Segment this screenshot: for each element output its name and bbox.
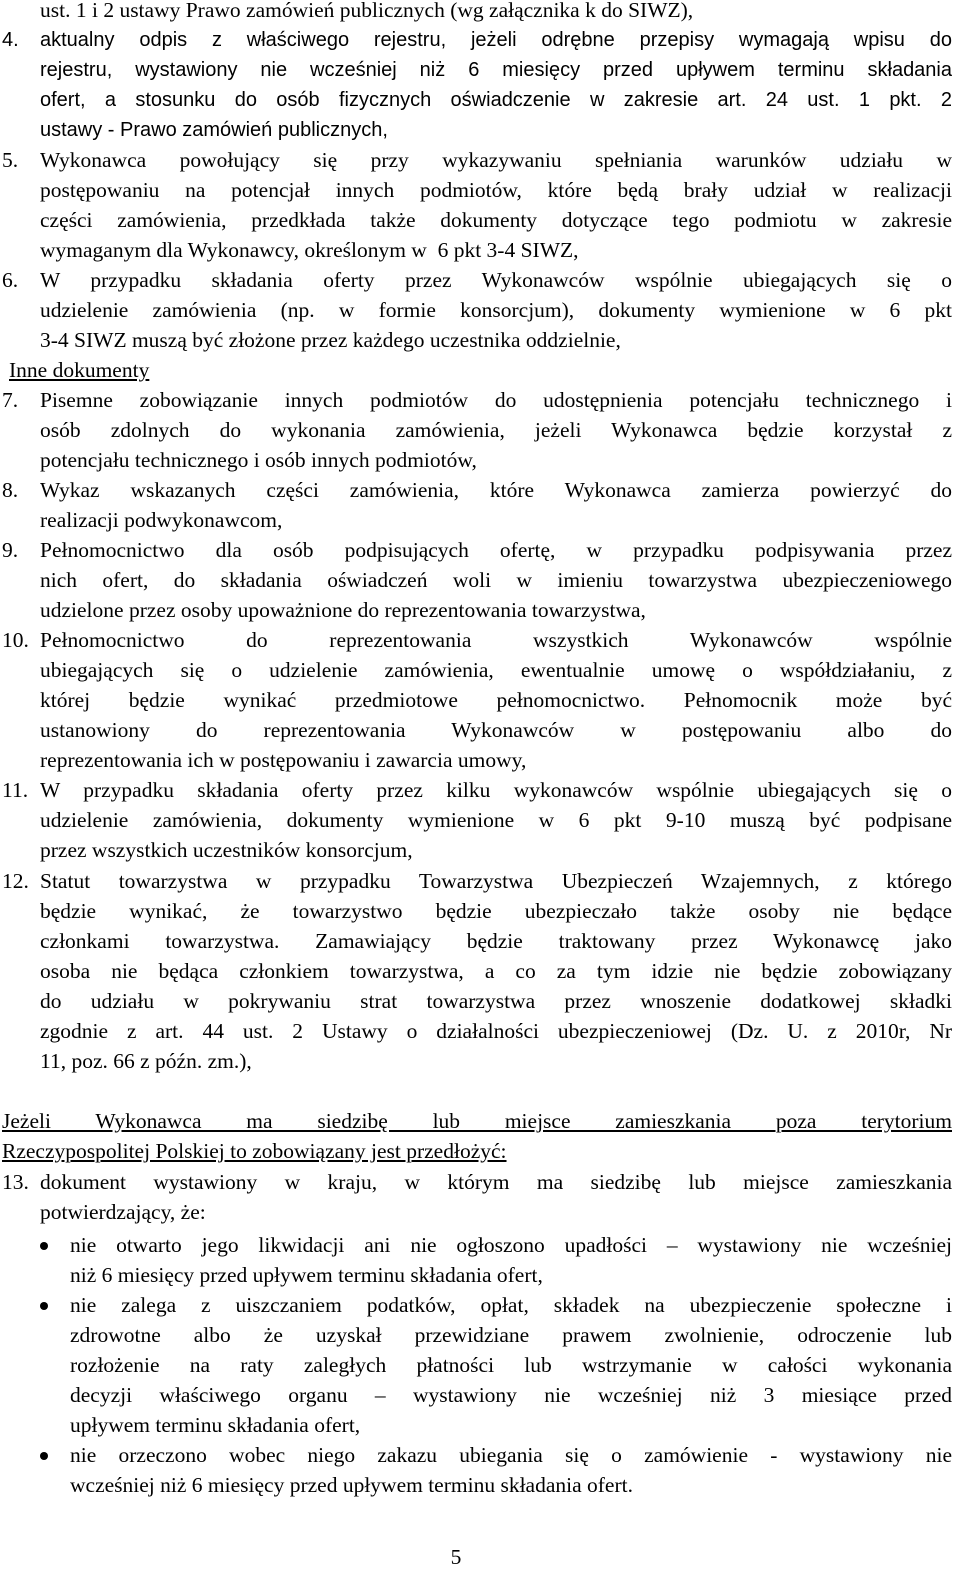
item-11-number: 11. [2, 778, 29, 802]
item-9-line-3: udzielone przez osoby upoważnione do reprezentowania towarzystwa, [40, 598, 646, 622]
bullet-3-line-1: nie orzeczono wobec niego zakazu ubiegania się o zamówienie - wystawiony nie [70, 1443, 952, 1467]
bullet-2-line-2: zdrowotne albo że uzyskał przewidziane prawem zwolnienie, odroczenie lub [70, 1323, 952, 1347]
item-5-number: 5. [2, 148, 19, 172]
item-6-line-1: W przypadku składania oferty przez Wykonawców wspólnie ubiegających się o [40, 268, 952, 292]
item-7-line-3: potencjału technicznego i osób innych podmiotów, [40, 448, 477, 472]
item-12-line-2: będzie wynikać, że towarzystwo będzie ubezpieczało także osoby nie będące [40, 899, 952, 923]
item-8-line-2: realizacji podwykonawcom, [40, 508, 283, 532]
item-4-number: 4. [2, 29, 19, 51]
item-10-line-1: Pełnomocnictwo do reprezentowania wszystkich Wykonawców wspólnie [40, 628, 952, 652]
bullet-icon [40, 1452, 48, 1460]
item-4-line-3: ofert, a stosunku do osób fizycznych oświadczenie w zakresie art. 24 ust. 1 pkt. 2 [40, 89, 952, 111]
item-13-line-1: dokument wystawiony w kraju, w którym ma siedzibę lub miejsce zamieszkania [40, 1170, 952, 1194]
item-5-line-1: Wykonawca powołujący się przy wykazywaniu spełniania warunków udziału w [40, 148, 952, 172]
item-13-number: 13. [2, 1170, 29, 1194]
bullet-icon [40, 1242, 48, 1250]
item-12-line-3: członkami towarzystwa. Zamawiający będzie traktowany przez Wykonawcę jako [40, 929, 952, 953]
item-12-line-6: zgodnie z art. 44 ust. 2 Ustawy o działalności ubezpieczeniowej (Dz. U. z 2010r, Nr [40, 1019, 952, 1043]
page-number: 5 [450, 1545, 462, 1569]
item-12-number: 12. [2, 869, 29, 893]
item-10-number: 10. [2, 628, 29, 652]
item-12-line-5: do udziału w pokrywaniu strat towarzystwa przez wnoszenie dodatkowej składki [40, 989, 952, 1013]
bullet-2-line-5: upływem terminu składania ofert, [70, 1413, 361, 1437]
item-10-line-4: ustanowiony do reprezentowania Wykonawców w postępowaniu albo do [40, 718, 952, 742]
bullet-icon [40, 1302, 48, 1310]
item-5-line-2: postępowaniu na potencjał innych podmiotów, które będą brały udział w realizacji [40, 178, 952, 202]
item-9-line-2: nich ofert, do składania oświadczeń woli w imieniu towarzystwa ubezpieczeniowego [40, 568, 952, 592]
item-5-line-3: części zamówienia, przedkłada także dokumenty dotyczące tego podmiotu w zakresie [40, 208, 952, 232]
item-11-line-2: udzielenie zamówienia, dokumenty wymienione w 6 pkt 9-10 muszą być podpisane [40, 808, 952, 832]
bullet-2-line-3: rozłożenie na raty zaległych płatności lub wstrzymanie w całości wykonania [70, 1353, 952, 1377]
foreign-section-line-1: Jeżeli Wykonawca ma siedzibę lub miejsce zamieszkania poza terytorium [2, 1109, 952, 1133]
section-heading-inne-dokumenty: Inne dokumenty [9, 358, 150, 382]
item-8-line-1: Wykaz wskazanych części zamówienia, które Wykonawca zamierza powierzyć do [40, 478, 952, 502]
item-9-line-1: Pełnomocnictwo dla osób podpisujących ofertę, w przypadku podpisywania przez [40, 538, 952, 562]
foreign-section-line-2: Rzeczypospolitej Polskiej to zobowiązany jest przedłożyć: [2, 1139, 507, 1163]
continuation-line: ust. 1 i 2 ustawy Prawo zamówień publicznych (wg załącznika k do SIWZ), [40, 0, 694, 22]
item-11-line-1: W przypadku składania oferty przez kilku wykonawców wspólnie ubiegających się o [40, 778, 952, 802]
item-10-line-2: ubiegających się o udzielenie zamówienia, ewentualnie umowę o współdziałaniu, z [40, 658, 952, 682]
bullet-3-line-2: wcześniej niż 6 miesięcy przed upływem terminu składania ofert. [70, 1473, 633, 1497]
item-8-number: 8. [2, 478, 19, 502]
item-11-line-3: przez wszystkich uczestników konsorcjum, [40, 838, 413, 862]
item-6-line-2: udzielenie zamówienia (np. w formie konsorcjum), dokumenty wymienione w 6 pkt [40, 298, 952, 322]
item-6-number: 6. [2, 268, 19, 292]
item-4-line-2: rejestru, wystawiony nie wcześniej niż 6 miesięcy przed upływem terminu składania [40, 59, 952, 81]
item-12-line-4: osoba nie będąca członkiem towarzystwa, a co za tym idzie nie będzie zobowiązany [40, 959, 952, 983]
item-7-line-2: osób zdolnych do wykonania zamówienia, jeżeli Wykonawca będzie korzystał z [40, 418, 952, 442]
item-7-number: 7. [2, 388, 19, 412]
item-7-line-1: Pisemne zobowiązanie innych podmiotów do udostępnienia potencjału technicznego i [40, 388, 952, 412]
item-9-number: 9. [2, 538, 19, 562]
item-6-line-3: 3-4 SIWZ muszą być złożone przez każdego uczestnika oddzielnie, [40, 328, 621, 352]
item-4-line-4: ustawy - Prawo zamówień publicznych, [40, 119, 388, 141]
item-12-line-1: Statut towarzystwa w przypadku Towarzystwa Ubezpieczeń Wzajemnych, z którego [40, 869, 952, 893]
item-13-line-2: potwierdzający, że: [40, 1200, 206, 1224]
item-10-line-3: której będzie wynikać przedmiotowe pełnomocnictwo. Pełnomocnik może być [40, 688, 952, 712]
item-5-line-4: wymaganym dla Wykonawcy, określonym w 6 pkt 3-4 SIWZ, [40, 238, 579, 262]
item-10-line-5: reprezentowania ich w postępowaniu i zawarcia umowy, [40, 748, 527, 772]
item-12-line-7: 11, poz. 66 z późn. zm.), [40, 1049, 252, 1073]
item-4-line-1: aktualny odpis z właściwego rejestru, jeżeli odrębne przepisy wymagają wpisu do [40, 29, 952, 51]
bullet-1-line-2: niż 6 miesięcy przed upływem terminu składania ofert, [70, 1263, 543, 1287]
bullet-1-line-1: nie otwarto jego likwidacji ani nie ogłoszono upadłości – wystawiony nie wcześniej [70, 1233, 952, 1257]
bullet-2-line-1: nie zalega z uiszczaniem podatków, opłat, składek na ubezpieczenie społeczne i [70, 1293, 952, 1317]
bullet-2-line-4: decyzji właściwego organu – wystawiony nie wcześniej niż 3 miesiące przed [70, 1383, 952, 1407]
